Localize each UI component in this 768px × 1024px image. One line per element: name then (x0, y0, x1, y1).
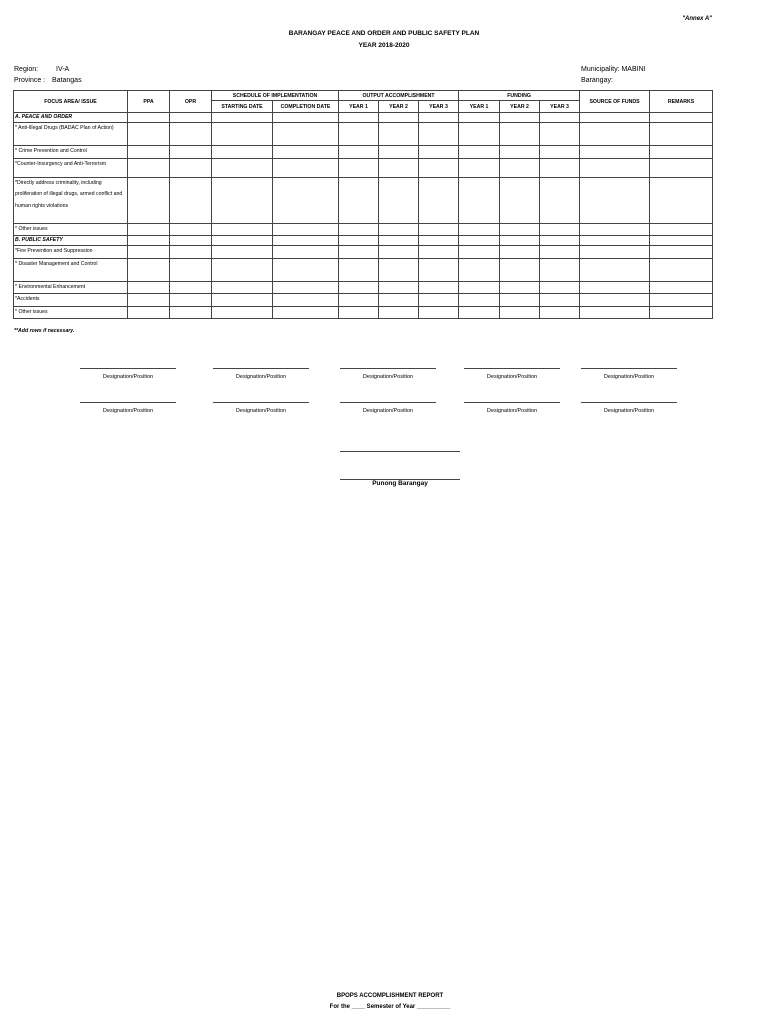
blank-cell[interactable] (170, 123, 212, 146)
blank-cell[interactable] (339, 158, 379, 177)
blank-cell[interactable] (379, 158, 419, 177)
blank-cell[interactable] (650, 306, 713, 319)
blank-cell[interactable] (339, 177, 379, 223)
blank-cell[interactable] (379, 146, 419, 159)
focus-area-item: *Fire Prevention and Suppression (14, 246, 128, 259)
header-completion-date: COMPLETION DATE (273, 101, 339, 113)
blank-cell[interactable] (500, 306, 540, 319)
blank-cell[interactable] (650, 177, 713, 223)
blank-cell[interactable] (580, 177, 650, 223)
blank-cell[interactable] (500, 146, 540, 159)
signature-line (80, 402, 176, 403)
blank-cell[interactable] (500, 236, 540, 246)
blank-cell[interactable] (273, 306, 339, 319)
focus-area-item: *Accidents (14, 294, 128, 307)
blank-cell[interactable] (273, 223, 339, 236)
blank-cell[interactable] (650, 236, 713, 246)
blank-cell[interactable] (540, 158, 580, 177)
blank-cell[interactable] (459, 246, 500, 259)
header-funding: FUNDING (459, 91, 580, 101)
blank-cell[interactable] (500, 294, 540, 307)
header-ppa: PPA (128, 91, 170, 113)
blank-cell[interactable] (212, 123, 273, 146)
blank-cell[interactable] (500, 123, 540, 146)
table-row (14, 146, 713, 159)
blank-cell[interactable] (128, 146, 170, 159)
blank-cell[interactable] (379, 258, 419, 281)
header-funding-year3: YEAR 3 (540, 101, 580, 113)
blank-cell[interactable] (650, 294, 713, 307)
blank-cell[interactable] (339, 146, 379, 159)
section-heading: A. PEACE AND ORDER (14, 113, 128, 123)
blank-cell[interactable] (419, 123, 459, 146)
header-output-year3: YEAR 3 (419, 101, 459, 113)
blank-cell[interactable] (212, 306, 273, 319)
blank-cell[interactable] (500, 281, 540, 294)
blank-cell[interactable] (170, 146, 212, 159)
blank-cell[interactable] (379, 177, 419, 223)
blank-cell[interactable] (419, 177, 459, 223)
blank-cell[interactable] (170, 113, 212, 123)
blank-cell[interactable] (128, 306, 170, 319)
blank-cell[interactable] (379, 113, 419, 123)
table-row (14, 281, 713, 294)
header-starting-date: STARTING DATE (212, 101, 273, 113)
signature-line (464, 402, 560, 403)
blank-cell[interactable] (540, 123, 580, 146)
region-label: Region: (14, 66, 39, 73)
blank-cell[interactable] (459, 177, 500, 223)
blank-cell[interactable] (580, 306, 650, 319)
blank-cell[interactable] (500, 113, 540, 123)
focus-area-item: * Crime Prevention and Control (14, 146, 128, 159)
blank-cell[interactable] (459, 281, 500, 294)
blank-cell[interactable] (170, 294, 212, 307)
designation-label: Designation/Position (102, 374, 154, 380)
blank-cell[interactable] (273, 123, 339, 146)
blank-cell[interactable] (273, 294, 339, 307)
blank-cell[interactable] (128, 294, 170, 307)
signature-line (581, 368, 677, 369)
focus-area-item: * Environmental Enhancement (14, 281, 128, 294)
blank-cell[interactable] (419, 146, 459, 159)
province-label: Province : (14, 77, 46, 84)
header-schedule: SCHEDULE OF IMPLEMENTATION (212, 91, 339, 101)
section-heading: B. PUBLIC SAFETY (14, 236, 128, 246)
table-row (14, 306, 713, 319)
blank-cell[interactable] (273, 281, 339, 294)
footer-semester: For the ____ Semester of Year __________ (329, 1004, 451, 1010)
blank-cell[interactable] (128, 177, 170, 223)
blank-cell[interactable] (170, 306, 212, 319)
blank-cell[interactable] (650, 113, 713, 123)
blank-cell[interactable] (650, 281, 713, 294)
blank-cell[interactable] (459, 146, 500, 159)
blank-cell[interactable] (170, 246, 212, 259)
focus-area-item: *Counter-Insurgency and Anti-Terrorism (14, 158, 128, 177)
blank-cell[interactable] (128, 246, 170, 259)
header-funding-year1: YEAR 1 (459, 101, 500, 113)
blank-cell[interactable] (459, 113, 500, 123)
blank-cell[interactable] (273, 236, 339, 246)
table-row (14, 223, 713, 236)
blank-cell[interactable] (540, 294, 580, 307)
blank-cell[interactable] (379, 123, 419, 146)
blank-cell[interactable] (459, 236, 500, 246)
blank-cell[interactable] (419, 281, 459, 294)
blank-cell[interactable] (212, 246, 273, 259)
table-row (14, 246, 713, 259)
blank-cell[interactable] (212, 236, 273, 246)
blank-cell[interactable] (273, 146, 339, 159)
signature-line (581, 402, 677, 403)
signature-line (213, 402, 309, 403)
focus-area-item: * Other issues (14, 306, 128, 319)
punong-barangay-label: Punong Barangay (372, 480, 428, 487)
blank-cell[interactable] (128, 281, 170, 294)
signature-line (213, 368, 309, 369)
focus-area-item: * Disaster Management and Control (14, 258, 128, 281)
table-row (14, 236, 713, 246)
region-value: IV-A (56, 66, 70, 73)
blank-cell[interactable] (650, 158, 713, 177)
barangay-field: Barangay: (581, 77, 613, 84)
blank-cell[interactable] (650, 258, 713, 281)
blank-cell[interactable] (419, 246, 459, 259)
blank-cell[interactable] (459, 306, 500, 319)
blank-cell[interactable] (273, 246, 339, 259)
signature-line (464, 368, 560, 369)
blank-cell[interactable] (128, 258, 170, 281)
table-row (14, 294, 713, 307)
blank-cell[interactable] (419, 113, 459, 123)
header-output-year2: YEAR 2 (379, 101, 419, 113)
blank-cell[interactable] (339, 236, 379, 246)
blank-cell[interactable] (128, 223, 170, 236)
blank-cell[interactable] (170, 223, 212, 236)
blank-cell[interactable] (650, 246, 713, 259)
blank-cell[interactable] (273, 258, 339, 281)
blank-cell[interactable] (580, 246, 650, 259)
blank-cell[interactable] (459, 294, 500, 307)
blank-cell[interactable] (273, 158, 339, 177)
blank-cell[interactable] (459, 258, 500, 281)
annex-label: "Annex A" (682, 16, 712, 22)
province-value: Batangas (52, 77, 82, 84)
blank-cell[interactable] (500, 158, 540, 177)
blank-cell[interactable] (500, 258, 540, 281)
blank-cell[interactable] (339, 294, 379, 307)
header-output: OUTPUT ACCOMPLISHMENT (339, 91, 459, 101)
blank-cell[interactable] (419, 294, 459, 307)
blank-cell[interactable] (212, 146, 273, 159)
focus-area-item: * Other issues (14, 223, 128, 236)
document-title: BARANGAY PEACE AND ORDER AND PUBLIC SAFETY PLAN (288, 30, 480, 37)
blank-cell[interactable] (500, 177, 540, 223)
blank-cell[interactable] (580, 223, 650, 236)
blank-cell[interactable] (339, 123, 379, 146)
signature-line (340, 451, 460, 452)
add-rows-note: **Add rows if necessary. (14, 328, 75, 334)
blank-cell[interactable] (128, 113, 170, 123)
blank-cell[interactable] (212, 258, 273, 281)
designation-label: Designation/Position (603, 374, 655, 380)
table-row (14, 123, 713, 146)
blank-cell[interactable] (540, 306, 580, 319)
blank-cell[interactable] (339, 281, 379, 294)
header-source-of-funds: SOURCE OF FUNDS (580, 91, 650, 113)
focus-area-item: * Anti-Illegal Drugs (BADAC Plan of Action) (14, 123, 128, 146)
header-focus-area: FOCUS AREA/ ISSUE (14, 91, 128, 113)
blank-cell[interactable] (540, 177, 580, 223)
blank-cell[interactable] (540, 281, 580, 294)
footer-title: BPOPS ACCOMPLISHMENT REPORT (336, 993, 444, 999)
blank-cell[interactable] (212, 177, 273, 223)
blank-cell[interactable] (170, 236, 212, 246)
header-opr: OPR (170, 91, 212, 113)
blank-cell[interactable] (379, 281, 419, 294)
table-row (14, 113, 713, 123)
blank-cell[interactable] (339, 258, 379, 281)
blank-cell[interactable] (580, 294, 650, 307)
blank-cell[interactable] (540, 246, 580, 259)
blank-cell[interactable] (273, 177, 339, 223)
blank-cell[interactable] (459, 223, 500, 236)
blank-cell[interactable] (128, 123, 170, 146)
table-row (14, 158, 713, 177)
designation-label: Designation/Position (102, 408, 154, 414)
plan-table (13, 90, 713, 319)
blank-cell[interactable] (379, 294, 419, 307)
blank-cell[interactable] (540, 258, 580, 281)
blank-cell[interactable] (500, 246, 540, 259)
blank-cell[interactable] (379, 306, 419, 319)
designation-label: Designation/Position (235, 374, 287, 380)
header-output-year1: YEAR 1 (339, 101, 379, 113)
designation-label: Designation/Position (235, 408, 287, 414)
document-year: YEAR 2018-2020 (358, 42, 410, 49)
designation-label: Designation/Position (362, 374, 414, 380)
blank-cell[interactable] (580, 281, 650, 294)
blank-cell[interactable] (170, 281, 212, 294)
blank-cell[interactable] (419, 258, 459, 281)
blank-cell[interactable] (580, 146, 650, 159)
header-funding-year2: YEAR 2 (500, 101, 540, 113)
blank-cell[interactable] (419, 158, 459, 177)
blank-cell[interactable] (459, 123, 500, 146)
focus-area-item: *Directly address criminality, including proliferation of illegal drugs, armed conflict and human rights violations (14, 177, 128, 223)
blank-cell[interactable] (650, 123, 713, 146)
blank-cell[interactable] (212, 113, 273, 123)
blank-cell[interactable] (379, 223, 419, 236)
table-row (14, 177, 713, 223)
blank-cell[interactable] (379, 246, 419, 259)
blank-cell[interactable] (540, 236, 580, 246)
designation-label: Designation/Position (486, 408, 538, 414)
blank-cell[interactable] (170, 158, 212, 177)
blank-cell[interactable] (580, 236, 650, 246)
blank-cell[interactable] (540, 146, 580, 159)
blank-cell[interactable] (459, 158, 500, 177)
municipality-field: Municipality: MABINI (581, 66, 646, 73)
blank-cell[interactable] (170, 258, 212, 281)
blank-cell[interactable] (170, 177, 212, 223)
blank-cell[interactable] (128, 158, 170, 177)
blank-cell[interactable] (419, 236, 459, 246)
blank-cell[interactable] (212, 158, 273, 177)
blank-cell[interactable] (419, 306, 459, 319)
header-remarks: REMARKS (650, 91, 713, 113)
table-row (14, 258, 713, 281)
signature-line (340, 402, 436, 403)
blank-cell[interactable] (339, 113, 379, 123)
blank-cell[interactable] (339, 223, 379, 236)
blank-cell[interactable] (339, 246, 379, 259)
designation-label: Designation/Position (486, 374, 538, 380)
blank-cell[interactable] (339, 306, 379, 319)
blank-cell[interactable] (212, 294, 273, 307)
blank-cell[interactable] (650, 223, 713, 236)
blank-cell[interactable] (128, 236, 170, 246)
blank-cell[interactable] (500, 223, 540, 236)
designation-label: Designation/Position (362, 408, 414, 414)
blank-cell[interactable] (540, 223, 580, 236)
blank-cell[interactable] (580, 158, 650, 177)
blank-cell[interactable] (580, 113, 650, 123)
blank-cell[interactable] (580, 258, 650, 281)
blank-cell[interactable] (212, 281, 273, 294)
blank-cell[interactable] (379, 236, 419, 246)
blank-cell[interactable] (419, 223, 459, 236)
designation-label: Designation/Position (603, 408, 655, 414)
signature-line (80, 368, 176, 369)
blank-cell[interactable] (540, 113, 580, 123)
blank-cell[interactable] (650, 146, 713, 159)
blank-cell[interactable] (212, 223, 273, 236)
blank-cell[interactable] (580, 123, 650, 146)
blank-cell[interactable] (273, 113, 339, 123)
signature-line (340, 368, 436, 369)
